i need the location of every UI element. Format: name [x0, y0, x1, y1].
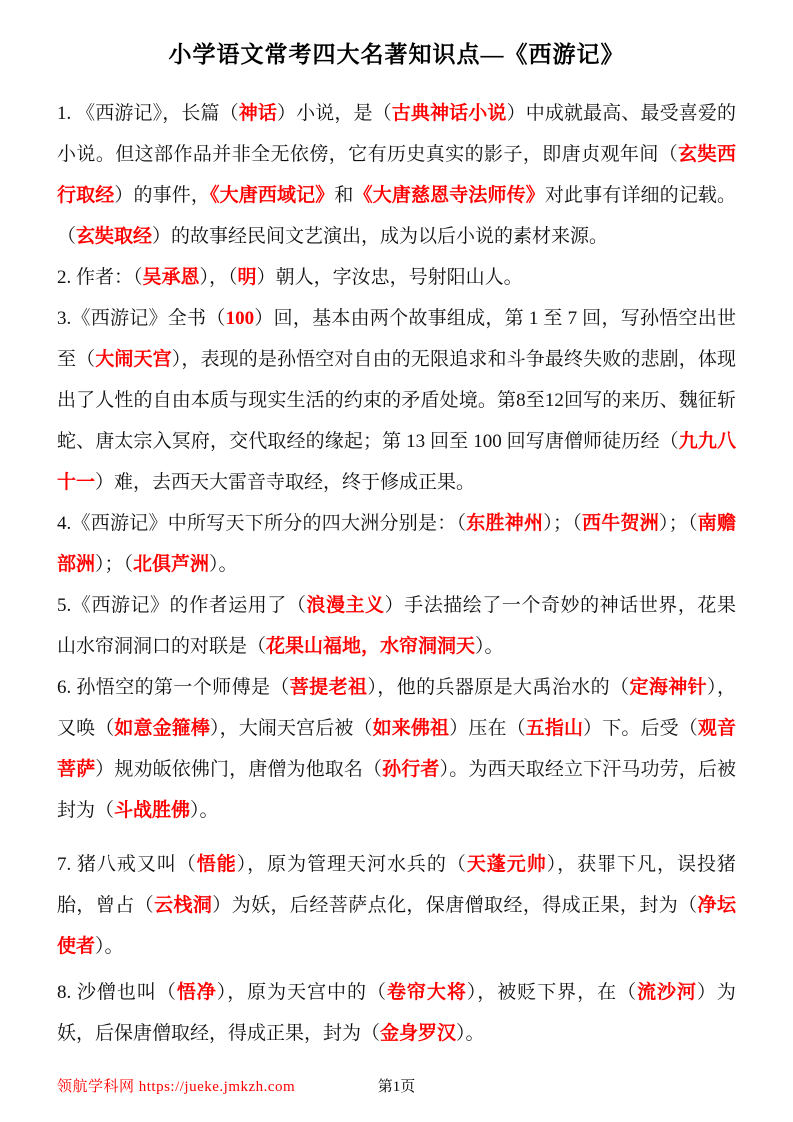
text-segment: ），又唤（ [57, 677, 736, 739]
highlighted-answer: 观音菩萨 [57, 718, 736, 780]
highlighted-answer: 五指山 [525, 718, 584, 739]
text-segment: 和 [334, 185, 354, 206]
highlighted-answer: 《大唐西域记》 [210, 185, 335, 206]
text-segment: ）。为西天取经立下汗马功劳，后被封为（ [57, 759, 736, 821]
text-segment: 6. 孙悟空的第一个师傅是（ [57, 677, 290, 698]
highlighted-answer: 流沙河 [637, 982, 697, 1003]
text-segment: 对此事有详细的记载。（ [57, 185, 736, 247]
text-segment: ）的故事经民间文艺演出，成为以后小说的素材来源。 [152, 226, 609, 247]
text-segment: ）难，去西天大雷音寺取经，终于修成正果。 [95, 472, 476, 493]
text-segment: ）规劝皈依佛门，唐僧为他取名（ [95, 759, 383, 780]
highlighted-answer: 定海神针 [629, 677, 708, 698]
text-segment: ）；（ [658, 513, 698, 534]
text-segment: ），（ [199, 267, 238, 288]
highlighted-answer: 《大唐慈恩寺法师传》 [353, 185, 545, 206]
highlighted-answer: 100 [225, 308, 255, 329]
highlighted-answer: 古典神话小说 [391, 103, 507, 124]
highlighted-answer: 大闹天宫 [95, 349, 172, 370]
text-segment: ）朝人，字汝忠，号射阳山人。 [256, 267, 523, 288]
highlighted-answer: 九九八十一 [57, 431, 736, 493]
text-segment: ）。 [95, 936, 124, 957]
text-segment: 7. 猪八戒又叫（ [57, 854, 197, 875]
text-segment: ），原为天宫中的（ [216, 982, 387, 1003]
paragraph-1 [57, 93, 736, 257]
text-segment: ）；（ [95, 554, 134, 575]
text-segment: ），表现的是孙悟空对自由的无限追求和斗争最终失败的悲剧，体现出了人性的自由本质与现实生活的约束的矛盾处境。第8至12回写的来历、魏征斩蛇、唐太宗入冥府，交代取经的缘起；第 13 回至 100 回写唐僧师徒历经（ [57, 349, 736, 452]
text-segment: 2. 作者：（ [57, 267, 143, 288]
paragraph-8 [57, 972, 736, 1054]
text-segment: ）下。后受（ [583, 718, 698, 739]
highlighted-answer: 悟净 [176, 982, 217, 1003]
highlighted-answer: 悟能 [196, 854, 237, 875]
paragraph-2 [57, 257, 736, 298]
paragraph-3 [57, 298, 736, 503]
page-number: 第1页 [377, 1079, 416, 1095]
paragraph-6 [57, 667, 736, 831]
highlighted-answer: 如来佛祖 [372, 718, 450, 739]
text-segment: ）。 [475, 636, 504, 657]
paragraph-4 [57, 503, 736, 585]
highlighted-answer: 西牛贺洲 [581, 513, 659, 534]
text-segment: ）为妖，后保唐僧取经，得成正果，封为（ [57, 982, 736, 1044]
text-segment: ）的事件， [114, 185, 211, 206]
text-segment: 4.《西游记》中所写天下所分的四大洲分别是：（ [57, 513, 467, 534]
text-segment: ）手法描绘了一个奇妙的神话世界，花果山水帘洞洞口的对联是（ [57, 595, 736, 657]
page-title: 小学语文常考四大名著知识点—《西游记》 [168, 42, 625, 67]
text-segment: ），他的兵器原是大禹治水的（ [367, 677, 630, 698]
highlighted-answer: 神话 [238, 103, 278, 124]
text-segment: ）。 [456, 1023, 485, 1044]
highlighted-answer: 花果山福地，水帘洞洞天 [266, 636, 476, 657]
highlighted-answer: 天蓬元帅 [466, 854, 547, 875]
watermark-site-link: 领航学科网 https://jueke.jmkzh.com [57, 1079, 296, 1095]
highlighted-answer: 如意金箍棒 [114, 718, 211, 739]
text-segment: ）。 [190, 800, 219, 821]
text-segment: 8. 沙僧也叫（ [57, 982, 177, 1003]
text-segment: ）为妖，后经菩萨点化，保唐僧取经，得成正果，封为（ [212, 895, 698, 916]
highlighted-answer: 吴承恩 [142, 267, 200, 288]
highlighted-answer: 浪漫主义 [306, 595, 385, 616]
paragraph-list [57, 93, 736, 1054]
text-segment: 5.《西游记》的作者运用了（ [57, 595, 307, 616]
highlighted-answer: 东胜神州 [466, 513, 544, 534]
text-segment: ），原为管理天河水兵的（ [236, 854, 467, 875]
highlighted-answer: 明 [237, 267, 257, 288]
text-segment: ）回，基本由两个故事组成，第 1 至 7 回，写孙悟空出世至（ [57, 308, 736, 370]
highlighted-answer: 玄奘取经 [76, 226, 153, 247]
highlighted-answer: 北俱芦洲 [133, 554, 210, 575]
text-segment: ）小说，是（ [277, 103, 392, 124]
text-segment: ），大闹天宫后被（ [210, 718, 373, 739]
text-segment: ），被贬下界，在（ [466, 982, 638, 1003]
text-segment: ）。 [209, 554, 238, 575]
text-segment: 3.《西游记》全书（ [57, 308, 226, 329]
page-footer [0, 1076, 793, 1098]
highlighted-answer: 净坛使者 [57, 895, 736, 957]
text-segment: ）中成就最高、最受喜爱的小说。但这部作品并非全无依傍，它有历史真实的影子，即唐贞观年间（ [57, 103, 736, 165]
highlighted-answer: 玄奘西行取经 [57, 144, 736, 206]
highlighted-answer: 孙行者 [382, 759, 440, 780]
paragraph-5 [57, 585, 736, 667]
highlighted-answer: 南赡部洲 [57, 513, 736, 575]
text-segment: 1. 《西游记》，长篇（ [57, 103, 239, 124]
highlighted-answer: 菩提老祖 [289, 677, 368, 698]
highlighted-answer: 卷帘大将 [386, 982, 467, 1003]
paragraph-7 [57, 844, 736, 967]
highlighted-answer: 云栈洞 [154, 895, 213, 916]
text-segment: ）；（ [543, 513, 582, 534]
text-segment: ），获罪下凡，误投猪胎，曾占（ [57, 854, 736, 916]
text-segment: ）压在（ [449, 718, 526, 739]
highlighted-answer: 金身罗汉 [380, 1023, 457, 1044]
highlighted-answer: 斗战胜佛 [114, 800, 191, 821]
